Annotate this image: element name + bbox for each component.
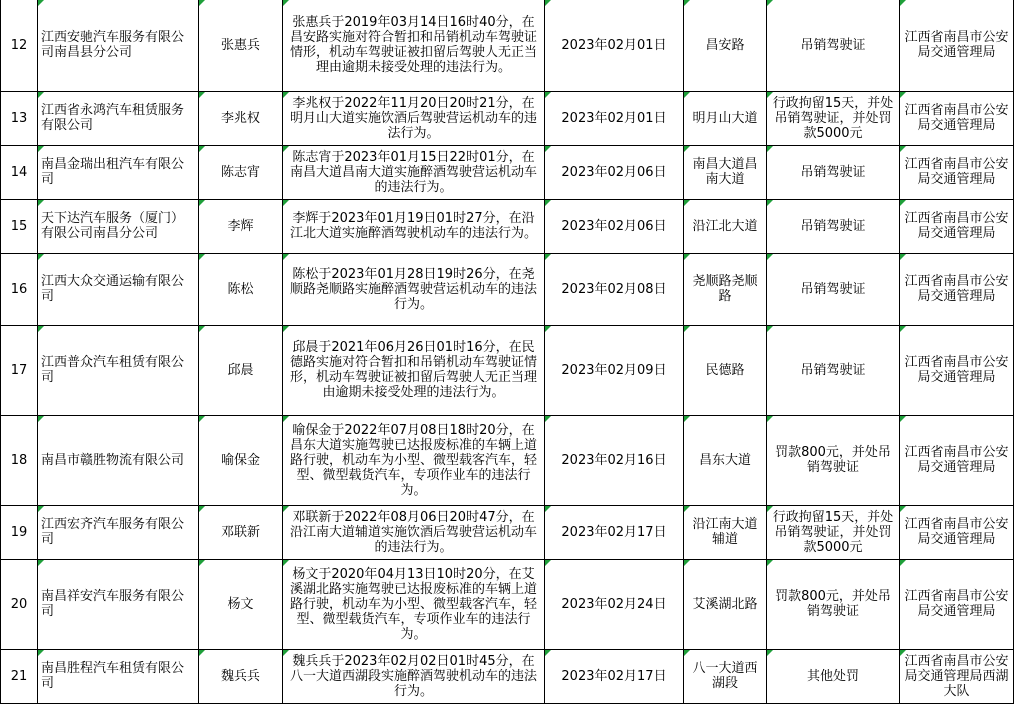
location-cell: 南昌大道昌南大道 [684,145,767,199]
penalty-cell: 行政拘留15天，并处吊销驾驶证，并处罚款5000元 [767,91,900,145]
authority-cell: 江西省南昌市公安局交通管理局 [900,91,1014,145]
authority-cell: 江西省南昌市公安局交通管理局 [900,0,1014,91]
driver-name-cell: 陈志宵 [199,145,283,199]
driver-name-cell: 李兆权 [199,91,283,145]
location-cell: 八一大道西湖段 [684,649,767,703]
decision-date-cell: 2023年02月17日 [545,649,684,703]
decision-date-cell: 2023年02月01日 [545,0,684,91]
decision-date-cell: 2023年02月01日 [545,91,684,145]
company-cell: 南昌祥安汽车服务有限公司 [38,559,199,649]
row-index-cell: 20 [1,559,38,649]
row-index-cell: 15 [1,199,38,253]
location-cell: 尧顺路尧顺路 [684,253,767,325]
violation-description-cell: 张惠兵于2019年03月14日16时40分，在昌安路实施对符合暂扣和吊销机动车驾驶证情形，机动车驾驶证被扣留后驾驶人无正当理由逾期未接受处理的违法行为。 [283,0,545,91]
driver-name-cell: 杨文 [199,559,283,649]
location-cell: 沿江南大道辅道 [684,505,767,559]
location-cell: 明月山大道 [684,91,767,145]
table-row [1,505,1014,559]
company-cell: 江西普众汽车租赁有限公司 [38,325,199,415]
row-index-cell: 16 [1,253,38,325]
decision-date-cell: 2023年02月17日 [545,505,684,559]
row-index-cell: 14 [1,145,38,199]
violation-description-cell: 杨文于2020年04月13日10时20分，在艾溪湖北路实施驾驶已达报废标准的车辆上道路行驶，机动车为小型、微型载客汽车，轻型、微型载货汽车，专项作业车的违法行为。 [283,559,545,649]
company-cell: 江西安驰汽车服务有限公司南昌县分公司 [38,0,199,91]
table-row [1,415,1014,505]
company-cell: 南昌金瑞出租汽车有限公司 [38,145,199,199]
authority-cell: 江西省南昌市公安局交通管理局西湖大队 [900,649,1014,703]
driver-name-cell: 李辉 [199,199,283,253]
company-cell: 江西宏齐汽车服务有限公司 [38,505,199,559]
authority-cell: 江西省南昌市公安局交通管理局 [900,325,1014,415]
location-cell: 昌东大道 [684,415,767,505]
penalty-cell: 吊销驾驶证 [767,325,900,415]
penalty-cell: 罚款800元，并处吊销驾驶证 [767,559,900,649]
row-index-cell: 21 [1,649,38,703]
penalty-cell: 吊销驾驶证 [767,145,900,199]
authority-cell: 江西省南昌市公安局交通管理局 [900,199,1014,253]
company-cell: 南昌市赣胜物流有限公司 [38,415,199,505]
table-row [1,649,1014,703]
authority-cell: 江西省南昌市公安局交通管理局 [900,415,1014,505]
penalty-cell: 吊销驾驶证 [767,0,900,91]
authority-cell: 江西省南昌市公安局交通管理局 [900,559,1014,649]
location-cell: 沿江北大道 [684,199,767,253]
driver-name-cell: 邓联新 [199,505,283,559]
violation-description-cell: 李兆权于2022年11月20日20时21分，在明月山大道实施饮酒后驾驶营运机动车的违法行为。 [283,91,545,145]
decision-date-cell: 2023年02月24日 [545,559,684,649]
driver-name-cell: 魏兵兵 [199,649,283,703]
decision-date-cell: 2023年02月06日 [545,199,684,253]
violation-description-cell: 陈松于2023年01月28日19时26分，在尧顺路尧顺路实施醉酒驾驶营运机动车的违法行为。 [283,253,545,325]
violation-description-cell: 邓联新于2022年08月06日20时47分，在沿江南大道辅道实施饮酒后驾驶营运机动车的违法行为。 [283,505,545,559]
penalty-cell: 行政拘留15天，并处吊销驾驶证，并处罚款5000元 [767,505,900,559]
authority-cell: 江西省南昌市公安局交通管理局 [900,145,1014,199]
location-cell: 昌安路 [684,0,767,91]
driver-name-cell: 陈松 [199,253,283,325]
decision-date-cell: 2023年02月09日 [545,325,684,415]
violation-description-cell: 李辉于2023年01月19日01时27分，在沿江北大道实施醉酒驾驶机动车的违法行为。 [283,199,545,253]
table-row [1,325,1014,415]
table-row [1,0,1014,91]
violation-description-cell: 邱晨于2021年06月26日01时16分，在民德路实施对符合暂扣和吊销机动车驾驶证情形，机动车驾驶证被扣留后驾驶人无正当理由逾期未接受处理的违法行为。 [283,325,545,415]
table-row [1,199,1014,253]
violation-description-cell: 魏兵兵于2023年02月02日01时45分，在八一大道西湖段实施醉酒驾驶机动车的违法行为。 [283,649,545,703]
penalty-cell: 吊销驾驶证 [767,199,900,253]
driver-name-cell: 喻保金 [199,415,283,505]
violation-description-cell: 陈志宵于2023年01月15日22时01分，在南昌大道昌南大道实施醉酒驾驶营运机动车的违法行为。 [283,145,545,199]
penalty-cell: 其他处罚 [767,649,900,703]
driver-name-cell: 张惠兵 [199,0,283,91]
company-cell: 天下达汽车服务（厦门）有限公司南昌分公司 [38,199,199,253]
row-index-cell: 19 [1,505,38,559]
table-row [1,559,1014,649]
table-row [1,253,1014,325]
driver-name-cell: 邱晨 [199,325,283,415]
authority-cell: 江西省南昌市公安局交通管理局 [900,253,1014,325]
location-cell: 艾溪湖北路 [684,559,767,649]
table-row [1,91,1014,145]
location-cell: 民德路 [684,325,767,415]
company-cell: 江西省永鸿汽车租赁服务有限公司 [38,91,199,145]
row-index-cell: 18 [1,415,38,505]
row-index-cell: 12 [1,0,38,91]
decision-date-cell: 2023年02月08日 [545,253,684,325]
penalty-cell: 吊销驾驶证 [767,253,900,325]
company-cell: 江西大众交通运输有限公司 [38,253,199,325]
decision-date-cell: 2023年02月06日 [545,145,684,199]
row-index-cell: 13 [1,91,38,145]
row-index-cell: 17 [1,325,38,415]
table-row [1,145,1014,199]
penalty-cell: 罚款800元，并处吊销驾驶证 [767,415,900,505]
decision-date-cell: 2023年02月16日 [545,415,684,505]
authority-cell: 江西省南昌市公安局交通管理局 [900,505,1014,559]
company-cell: 南昌胜程汽车租赁有限公司 [38,649,199,703]
violation-description-cell: 喻保金于2022年07月08日18时20分，在昌东大道实施驾驶已达报废标准的车辆上道路行驶，机动车为小型、微型载客汽车，轻型、微型载货汽车，专项作业车的违法行为。 [283,415,545,505]
table-body [1,0,1014,703]
